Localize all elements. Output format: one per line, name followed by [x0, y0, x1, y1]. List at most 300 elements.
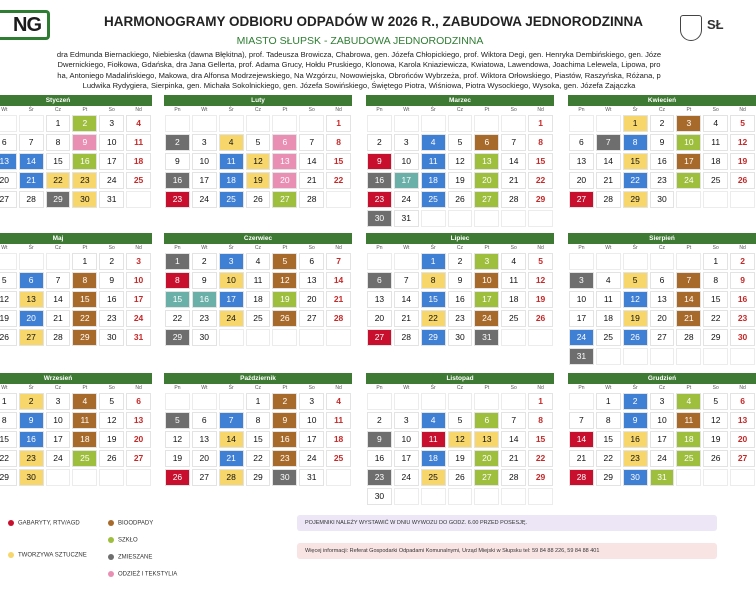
day-cell: 31 [299, 469, 324, 486]
day-cell: 20 [474, 172, 499, 189]
day-cell: 17 [192, 172, 217, 189]
day-cell: 21 [299, 172, 324, 189]
weekday-label: Pn [376, 107, 383, 113]
legend-item: TWORZYWA SZTUCZNE [8, 552, 87, 559]
day-cell: 1 [596, 393, 621, 410]
legend-item: BIOODPADY [108, 520, 153, 527]
day-cell: 5 [528, 253, 553, 270]
weekday-label: Śr [228, 245, 234, 251]
day-cell: 7 [569, 412, 594, 429]
weekday-label: Nd [335, 385, 342, 391]
day-cell: 16 [730, 291, 755, 308]
weekday-label: Śr [632, 245, 638, 251]
day-cell: 8 [46, 134, 71, 151]
day-cell: 12 [448, 153, 473, 170]
day-cell: 16 [650, 153, 675, 170]
weekday-header [366, 384, 554, 393]
day-cell: 21 [596, 172, 621, 189]
weekday-label: Pt [484, 245, 490, 251]
weekday-header [164, 106, 352, 115]
day-cell: 22 [0, 450, 17, 467]
logo-text: NG [13, 13, 41, 36]
day-cell: 10 [299, 412, 324, 429]
day-cell: 23 [650, 172, 675, 189]
day-cell: 22 [46, 172, 71, 189]
day-cell: 16 [72, 153, 97, 170]
day-cell: 3 [99, 115, 124, 132]
day-cell: 15 [165, 291, 190, 308]
day-cell: 12 [730, 134, 755, 151]
day-grid [366, 253, 554, 346]
day-cell: 21 [19, 172, 44, 189]
empty-cell [730, 191, 755, 208]
empty-cell [448, 488, 473, 505]
day-cell: 24 [126, 310, 151, 327]
weekday-label: Pt [484, 385, 490, 391]
day-cell: 8 [0, 412, 17, 429]
day-cell: 25 [219, 191, 244, 208]
weekday-label: Nd [537, 385, 544, 391]
weekday-label: Śr [28, 107, 34, 113]
day-cell: 7 [219, 412, 244, 429]
day-cell: 27 [650, 329, 675, 346]
day-cell: 3 [676, 115, 701, 132]
day-cell: 12 [0, 291, 17, 308]
empty-cell [246, 329, 271, 346]
day-cell: 19 [246, 172, 271, 189]
empty-cell [367, 253, 392, 270]
day-cell: 15 [0, 431, 17, 448]
day-cell: 3 [299, 393, 324, 410]
streets-line: ha, Antoniego Madalińskiego, Makowa, dra Alfonsa Modrzejewskiego, Na Wzgórzu, Nowowiejska, Obrońców Wybrzeża, prof. Wiktora Orłowskiego, Piastów, Raszyńska, Różana, p [57, 70, 661, 80]
day-cell: 27 [474, 469, 499, 486]
day-cell: 8 [326, 134, 351, 151]
day-cell: 11 [596, 291, 621, 308]
day-cell: 24 [219, 310, 244, 327]
empty-cell [126, 469, 151, 486]
day-cell: 31 [569, 348, 594, 365]
day-cell: 13 [474, 431, 499, 448]
weekday-label: Cz [254, 245, 262, 251]
weekday-label: Wt [403, 385, 410, 391]
day-cell: 5 [730, 115, 755, 132]
day-cell: 18 [676, 431, 701, 448]
day-cell: 14 [676, 291, 701, 308]
day-cell: 10 [394, 431, 419, 448]
day-cell: 18 [72, 431, 97, 448]
day-cell: 25 [676, 450, 701, 467]
day-cell: 22 [165, 310, 190, 327]
day-cell: 31 [650, 469, 675, 486]
weekday-header [0, 244, 152, 253]
empty-cell [474, 393, 499, 410]
day-cell: 1 [72, 253, 97, 270]
day-cell: 11 [72, 412, 97, 429]
day-cell: 26 [448, 469, 473, 486]
day-cell: 28 [501, 469, 526, 486]
month-title: Grudzień [568, 373, 756, 384]
month-calendar [164, 373, 352, 486]
day-cell: 25 [501, 310, 526, 327]
day-cell: 17 [569, 310, 594, 327]
day-cell: 25 [126, 172, 151, 189]
day-grid [0, 253, 152, 346]
day-cell: 13 [126, 412, 151, 429]
day-cell: 28 [676, 329, 701, 346]
day-cell: 27 [730, 450, 755, 467]
day-cell: 6 [0, 134, 17, 151]
weekday-label: Cz [456, 107, 464, 113]
weekday-label: Wt [605, 245, 612, 251]
day-cell: 22 [528, 450, 553, 467]
day-cell: 8 [528, 134, 553, 151]
day-cell: 7 [501, 412, 526, 429]
day-cell: 19 [165, 450, 190, 467]
day-cell: 18 [421, 172, 446, 189]
empty-cell [367, 115, 392, 132]
day-cell: 8 [72, 272, 97, 289]
day-cell: 16 [192, 291, 217, 308]
day-cell: 17 [99, 153, 124, 170]
empty-cell [0, 253, 17, 270]
day-cell: 12 [99, 412, 124, 429]
day-cell: 15 [46, 153, 71, 170]
day-cell: 19 [448, 172, 473, 189]
weekday-label: Śr [430, 245, 436, 251]
weekday-label: Śr [632, 107, 638, 113]
weekday-label: So [108, 107, 115, 113]
day-cell: 4 [72, 393, 97, 410]
day-cell: 24 [394, 191, 419, 208]
weekday-label: Pn [376, 245, 383, 251]
month-title: Wrzesień [0, 373, 152, 384]
day-cell: 12 [703, 412, 728, 429]
legend-dot-icon [8, 520, 14, 526]
weekday-label: Pt [484, 107, 490, 113]
day-cell: 8 [596, 412, 621, 429]
legend-dot-icon [108, 554, 114, 560]
day-cell: 20 [0, 172, 17, 189]
day-cell: 5 [165, 412, 190, 429]
empty-cell [299, 115, 324, 132]
day-cell: 20 [474, 450, 499, 467]
empty-cell [501, 115, 526, 132]
day-cell: 4 [421, 134, 446, 151]
empty-cell [326, 329, 351, 346]
day-cell: 29 [596, 469, 621, 486]
empty-cell [421, 488, 446, 505]
weekday-label: Wt [201, 385, 208, 391]
day-cell: 5 [0, 272, 17, 289]
day-cell: 23 [19, 450, 44, 467]
empty-cell [650, 253, 675, 270]
empty-cell [272, 329, 297, 346]
day-grid [568, 115, 756, 208]
day-cell: 13 [569, 153, 594, 170]
day-cell: 25 [596, 329, 621, 346]
weekday-label: Wt [1, 107, 8, 113]
day-cell: 24 [474, 310, 499, 327]
day-cell: 4 [596, 272, 621, 289]
weekday-label: So [108, 245, 115, 251]
weekday-label: So [712, 385, 719, 391]
day-cell: 29 [421, 329, 446, 346]
day-cell: 6 [19, 272, 44, 289]
month-calendar [164, 95, 352, 208]
weekday-label: Śr [430, 107, 436, 113]
day-cell: 1 [528, 115, 553, 132]
day-cell: 28 [596, 191, 621, 208]
day-grid [568, 253, 756, 365]
day-grid [164, 115, 352, 208]
weekday-label: Cz [658, 385, 666, 391]
month-title: Listopad [366, 373, 554, 384]
day-cell: 15 [623, 153, 648, 170]
contact-text: Więcej informacji: Referat Gospodarki Odpadami Komunalnymi, Urząd Miejski w Słupsku tel: 59 84 88 226, 59 84 88 401 [305, 548, 600, 554]
month-title: Styczeń [0, 95, 152, 106]
day-cell: 28 [326, 310, 351, 327]
day-cell: 10 [46, 412, 71, 429]
day-cell: 8 [703, 272, 728, 289]
day-cell: 29 [623, 191, 648, 208]
month-calendar [0, 95, 152, 208]
weekday-label: Wt [1, 385, 8, 391]
day-cell: 11 [326, 412, 351, 429]
weekday-label: So [712, 107, 719, 113]
empty-cell [474, 210, 499, 227]
day-cell: 27 [272, 191, 297, 208]
day-cell: 23 [192, 310, 217, 327]
day-cell: 19 [448, 450, 473, 467]
day-cell: 27 [474, 191, 499, 208]
day-cell: 20 [730, 431, 755, 448]
day-cell: 11 [501, 272, 526, 289]
day-cell: 1 [46, 115, 71, 132]
day-cell: 20 [126, 431, 151, 448]
weekday-label: Cz [54, 107, 62, 113]
day-cell: 23 [448, 310, 473, 327]
day-cell: 4 [676, 393, 701, 410]
day-cell: 9 [650, 134, 675, 151]
day-cell: 13 [299, 272, 324, 289]
weekday-header [366, 106, 554, 115]
day-cell: 30 [730, 329, 755, 346]
day-cell: 26 [99, 450, 124, 467]
day-cell: 30 [72, 191, 97, 208]
weekday-label: Pn [174, 385, 181, 391]
day-cell: 10 [650, 412, 675, 429]
day-cell: 30 [192, 329, 217, 346]
day-cell: 2 [99, 253, 124, 270]
empty-cell [165, 115, 190, 132]
weekday-label: Nd [135, 245, 142, 251]
weekday-label: Pn [578, 245, 585, 251]
month-title: Czerwiec [164, 233, 352, 244]
day-cell: 6 [192, 412, 217, 429]
empty-cell [246, 115, 271, 132]
day-cell: 30 [650, 191, 675, 208]
page-subtitle: MIASTO SŁUPSK - ZABUDOWA JEDNORODZINNA [236, 35, 484, 47]
day-cell: 30 [367, 488, 392, 505]
day-cell: 17 [46, 431, 71, 448]
empty-cell [219, 393, 244, 410]
day-cell: 25 [421, 191, 446, 208]
weekday-label: Śr [28, 385, 34, 391]
day-cell: 29 [46, 191, 71, 208]
day-grid [0, 393, 152, 486]
day-cell: 2 [72, 115, 97, 132]
day-cell: 11 [219, 153, 244, 170]
day-cell: 19 [730, 153, 755, 170]
weekday-label: Wt [201, 107, 208, 113]
empty-cell [219, 329, 244, 346]
weekday-label: So [712, 245, 719, 251]
empty-cell [126, 191, 151, 208]
day-cell: 1 [0, 393, 17, 410]
weekday-label: Nd [739, 245, 746, 251]
legend-item: GABARYTY, RTV/AGD [8, 520, 80, 527]
day-cell: 2 [165, 134, 190, 151]
empty-cell [650, 348, 675, 365]
day-cell: 30 [367, 210, 392, 227]
day-cell: 2 [448, 253, 473, 270]
day-cell: 6 [126, 393, 151, 410]
empty-cell [394, 393, 419, 410]
day-cell: 1 [623, 115, 648, 132]
empty-cell [165, 393, 190, 410]
day-cell: 28 [394, 329, 419, 346]
day-cell: 22 [703, 310, 728, 327]
month-calendar [366, 95, 554, 227]
day-cell: 26 [448, 191, 473, 208]
day-cell: 16 [19, 431, 44, 448]
day-cell: 31 [99, 191, 124, 208]
month-calendar [366, 373, 554, 505]
empty-cell [421, 393, 446, 410]
page-title: HARMONOGRAMY ODBIORU ODPADÓW W 2026 R., ZABUDOWA JEDNORODZINNA [104, 14, 644, 29]
legend-dot-icon [8, 552, 14, 558]
weekday-label: Śr [228, 107, 234, 113]
weekday-label: Pn [174, 107, 181, 113]
day-cell: 9 [272, 412, 297, 429]
day-cell: 15 [421, 291, 446, 308]
day-cell: 14 [394, 291, 419, 308]
empty-cell [528, 488, 553, 505]
empty-cell [192, 393, 217, 410]
weekday-label: Wt [201, 245, 208, 251]
month-calendar [366, 233, 554, 346]
day-cell: 19 [528, 291, 553, 308]
day-cell: 14 [299, 153, 324, 170]
day-cell: 17 [474, 291, 499, 308]
month-title: Maj [0, 233, 152, 244]
day-cell: 22 [528, 172, 553, 189]
day-cell: 17 [676, 153, 701, 170]
day-cell: 2 [650, 115, 675, 132]
empty-cell [676, 469, 701, 486]
month-calendar [164, 233, 352, 346]
day-cell: 18 [246, 291, 271, 308]
day-cell: 3 [219, 253, 244, 270]
weekday-label: So [510, 245, 517, 251]
day-cell: 14 [326, 272, 351, 289]
day-cell: 27 [192, 469, 217, 486]
day-cell: 13 [192, 431, 217, 448]
day-cell: 15 [596, 431, 621, 448]
day-cell: 5 [703, 393, 728, 410]
empty-cell [394, 488, 419, 505]
empty-cell [730, 348, 755, 365]
weekday-header [366, 244, 554, 253]
day-cell: 23 [730, 310, 755, 327]
day-cell: 29 [528, 469, 553, 486]
empty-cell [501, 393, 526, 410]
day-cell: 21 [501, 450, 526, 467]
day-cell: 6 [474, 134, 499, 151]
day-cell: 6 [299, 253, 324, 270]
weekday-label: So [308, 385, 315, 391]
month-title: Kwiecień [568, 95, 756, 106]
weekday-label: Nd [335, 107, 342, 113]
legend-item: SZKŁO [108, 537, 138, 544]
day-grid [164, 253, 352, 346]
day-cell: 3 [126, 253, 151, 270]
day-cell: 17 [394, 172, 419, 189]
day-cell: 19 [99, 431, 124, 448]
day-cell: 11 [126, 134, 151, 151]
empty-cell [676, 253, 701, 270]
empty-cell [676, 191, 701, 208]
empty-cell [474, 115, 499, 132]
day-cell: 5 [99, 393, 124, 410]
day-cell: 3 [569, 272, 594, 289]
legend-item: ODZIEŻ I TEKSTYLIA [108, 571, 177, 578]
empty-cell [703, 191, 728, 208]
empty-cell [676, 348, 701, 365]
day-cell: 21 [46, 310, 71, 327]
day-cell: 6 [569, 134, 594, 151]
day-cell: 24 [676, 172, 701, 189]
weekday-header [0, 384, 152, 393]
day-cell: 20 [19, 310, 44, 327]
weekday-label: Pt [282, 107, 288, 113]
notice-text: POJEMNIKI NALEŻY WYSTAWIĆ W DNIU WYWOZU DO GODZ. 6.00 PRZED POSESJĘ. [305, 520, 528, 526]
day-cell: 7 [596, 134, 621, 151]
day-cell: 17 [299, 431, 324, 448]
weekday-header [164, 244, 352, 253]
day-cell: 11 [676, 412, 701, 429]
empty-cell [730, 469, 755, 486]
day-cell: 11 [421, 431, 446, 448]
legend-dot-icon [108, 520, 114, 526]
day-cell: 6 [367, 272, 392, 289]
day-cell: 9 [730, 272, 755, 289]
empty-cell [46, 469, 71, 486]
month-calendar [0, 373, 152, 486]
day-cell: 19 [703, 431, 728, 448]
day-cell: 29 [703, 329, 728, 346]
month-calendar [568, 95, 756, 208]
day-cell: 18 [596, 310, 621, 327]
day-cell: 4 [703, 115, 728, 132]
day-cell: 8 [246, 412, 271, 429]
day-cell: 23 [165, 191, 190, 208]
day-cell: 26 [703, 450, 728, 467]
day-cell: 21 [676, 310, 701, 327]
day-cell: 2 [730, 253, 755, 270]
day-cell: 6 [474, 412, 499, 429]
day-cell: 10 [569, 291, 594, 308]
